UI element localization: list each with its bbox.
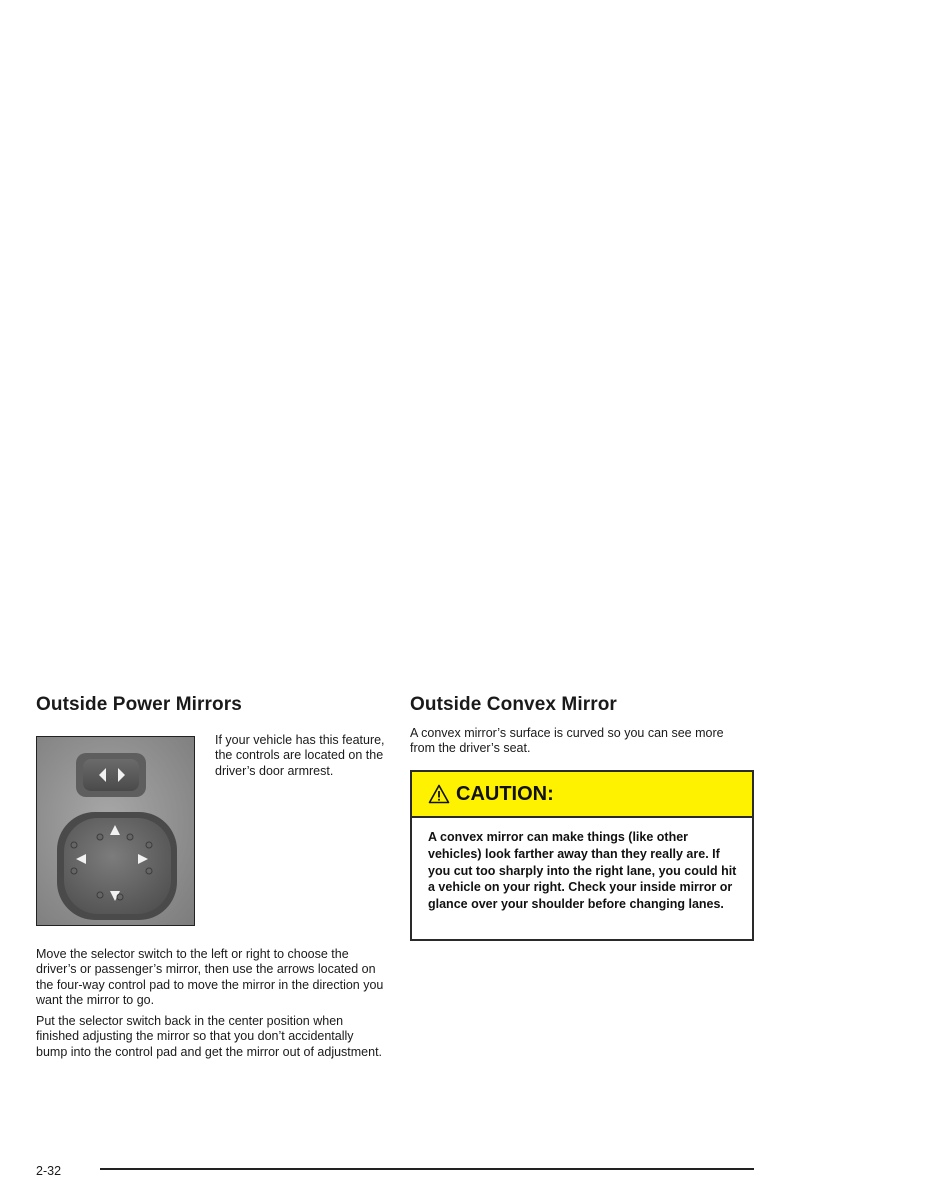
caution-box [410,770,754,941]
section-title-convex-mirror: Outside Convex Mirror [410,694,617,715]
convex-mirror-paragraph: A convex mirror’s surface is curved so you can see more from the driver’s seat. [410,726,724,756]
power-mirrors-paragraph: Put the selector switch back in the center position when finished adjusting the mirror so that you don’t accidentally bump into the control pad and get the mirror out of adjustment. [36,1014,383,1059]
footer-rule [100,1168,754,1170]
caution-body: A convex mirror can make things (like other vehicles) look farther away than they really are. If you cut too sharply into the right lane, you could hit a vehicle on your right. Check your inside mirror or glance over your shoulder before changing lanes. [428,830,737,912]
warning-triangle-icon [428,784,450,804]
mirror-control-illustration [37,737,195,926]
caution-header [412,772,752,818]
caution-title: CAUTION: [456,782,554,805]
section-title-power-mirrors: Outside Power Mirrors [36,694,242,715]
page-number: 2-32 [36,1164,62,1178]
mirror-control-photo [36,736,195,926]
power-mirrors-intro: If your vehicle has this feature, the controls are located on the driver’s door armrest. [215,733,385,778]
power-mirrors-paragraph: Move the selector switch to the left or right to choose the driver’s or passenger’s mirror, then use the arrows located on the four-way control pad to move the mirror in the direction you want the mirror to go. [36,947,384,1008]
